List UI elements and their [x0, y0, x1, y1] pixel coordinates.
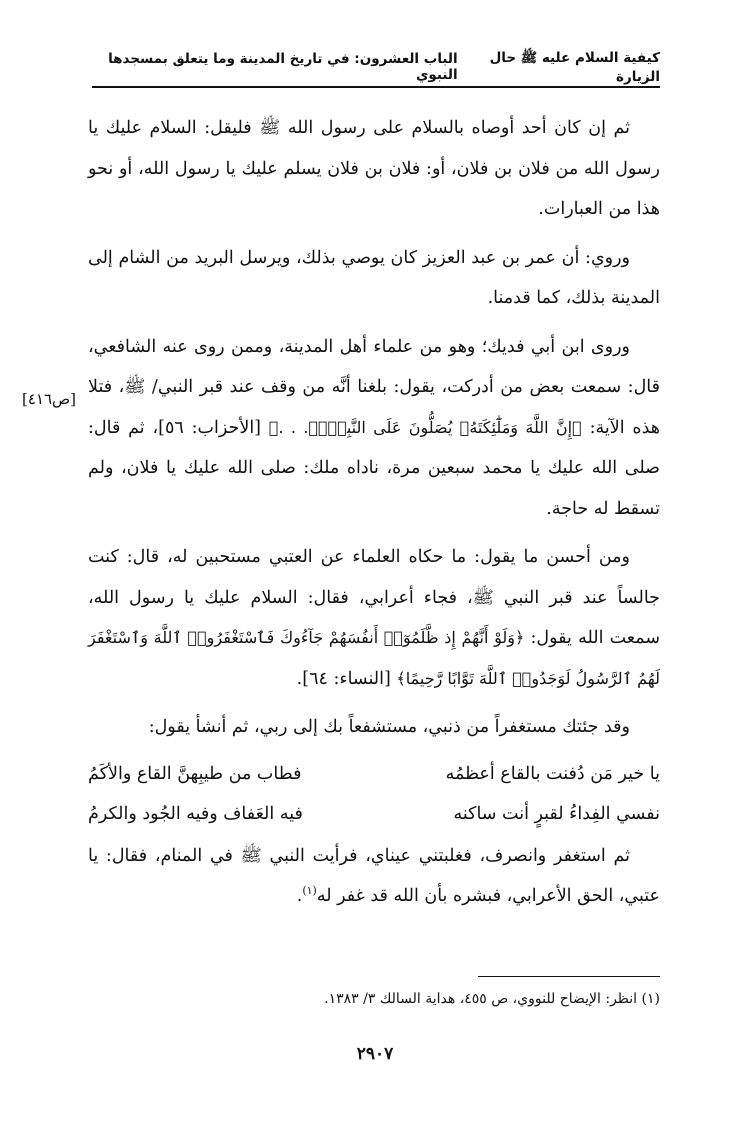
paragraph-6-end: . [296, 886, 303, 906]
poem-verse-2 [88, 794, 660, 834]
poem-verse-1-second-hemistich: فطاب من طيبِهنَّ القاع والأكَمُ [88, 763, 302, 784]
quran-verse-ahzab: ﴿إِنَّ اللَّهَ وَمَلَٰٓئِكَتَهُۥ يُصَلُّونَ عَلَى النَّبِيِّۚ. . .﴾ [268, 417, 582, 437]
footnote-divider [478, 976, 660, 977]
paragraph-4 [88, 537, 660, 699]
header-section-title: كيفية السلام عليه ﷺ حال الزيارة [489, 50, 660, 85]
footnote-reference: (١) [302, 884, 317, 898]
body-text [88, 108, 660, 917]
quran-verse-nisa: ﴿وَلَوْ أَنَّهُمْ إِذ ظَّلَمُوٓا۟ أَنفُسَهُمْ جَآءُوكَ فَٱسْتَغْفَرُوا۟ ٱللَّهَ وَٱسْتَغْفَرَ لَهُمُ ٱلرَّسُولُ لَوَجَدُوا۟ ٱللَّهَ تَوَّابًا رَّحِيمًا﴾ [88, 628, 660, 688]
margin-page-reference: [ص٤١٦] [22, 390, 77, 408]
paragraph-3-continuation: [الأحزاب: ٥٦]، ثم قال: صلى الله عليك يا محمد سبعين مرة، ناداه ملك: صلى الله عليك يا فلان، ولم تسقط له حاجة. [88, 417, 660, 519]
paragraph-4-text: ومن أحسن ما يقول: ما حكاه العلماء عن العتبي مستحبين له، قال: كنت جالساً عند قبر النبي ﷺ، فجاء أعرابي، فقال: السلام عليك يا رسول الله، سمعت الله يقول: [88, 547, 661, 648]
header-divider [92, 86, 660, 88]
header-chapter-title: الباب العشرون: في تاريخ المدينة وما يتعلق بمسجدها النبوي [108, 51, 458, 83]
page-number: ٢٩٠٧ [356, 1044, 394, 1064]
poem [88, 754, 660, 834]
paragraph-4-citation: [النساء: ٦٤]. [296, 668, 397, 689]
paragraph-3-text: وروى ابن أبي فديك؛ وهو من علماء أهل المدينة، وممن روى عنه الشافعي، قال: سمعت بعض من أدركت، يقول: بلغنا أنَّه من وقف عند قبر النبي/ ﷺ، فتلا هذه الآية: [88, 336, 660, 438]
paragraph-2: وروي: أن عمر بن عبد العزيز كان يوصي بذلك، ويرسل البريد من الشام إلى المدينة بذلك، كما قدمنا. [88, 247, 660, 308]
paragraph-5: وقد جئتك مستغفراً من ذنبي، مستشفعاً بك إلى ربي، ثم أنشأ يقول: [148, 717, 630, 737]
paragraph-6-text: ثم استغفر وانصرف، فغلبتني عيناي، فرأيت النبي ﷺ في المنام، فقال: يا عتبي، الحق الأعرابي، فبشره بأن الله قد غفر له [88, 845, 660, 906]
poem-verse-2-first-hemistich: نفسي الفِداءُ لقبرٍ أنت ساكنه [453, 803, 660, 824]
running-header [92, 50, 660, 85]
paragraph-1: ثم إن كان أحد أوصاه بالسلام على رسول الله ﷺ فليقل: السلام عليك يا رسول الله من فلان بن فلان، أو: فلان بن فلان يسلم عليك يا رسول الله، أو نحو هذا من العبارات. [88, 118, 660, 219]
footnote: (١) انظر: الإيضاح للنووي، ص ٤٥٥، هداية السالك ٣/ ١٣٨٣. [324, 991, 660, 1007]
poem-verse-1 [88, 754, 660, 794]
paragraph-3 [88, 327, 660, 530]
poem-verse-2-second-hemistich: فيه العَفاف وفيه الجُود والكرمُ [88, 803, 303, 824]
paragraph-6 [88, 836, 660, 917]
poem-verse-1-first-hemistich: يا خير مَن دُفنت بالقاع أعظمُه [445, 763, 660, 784]
